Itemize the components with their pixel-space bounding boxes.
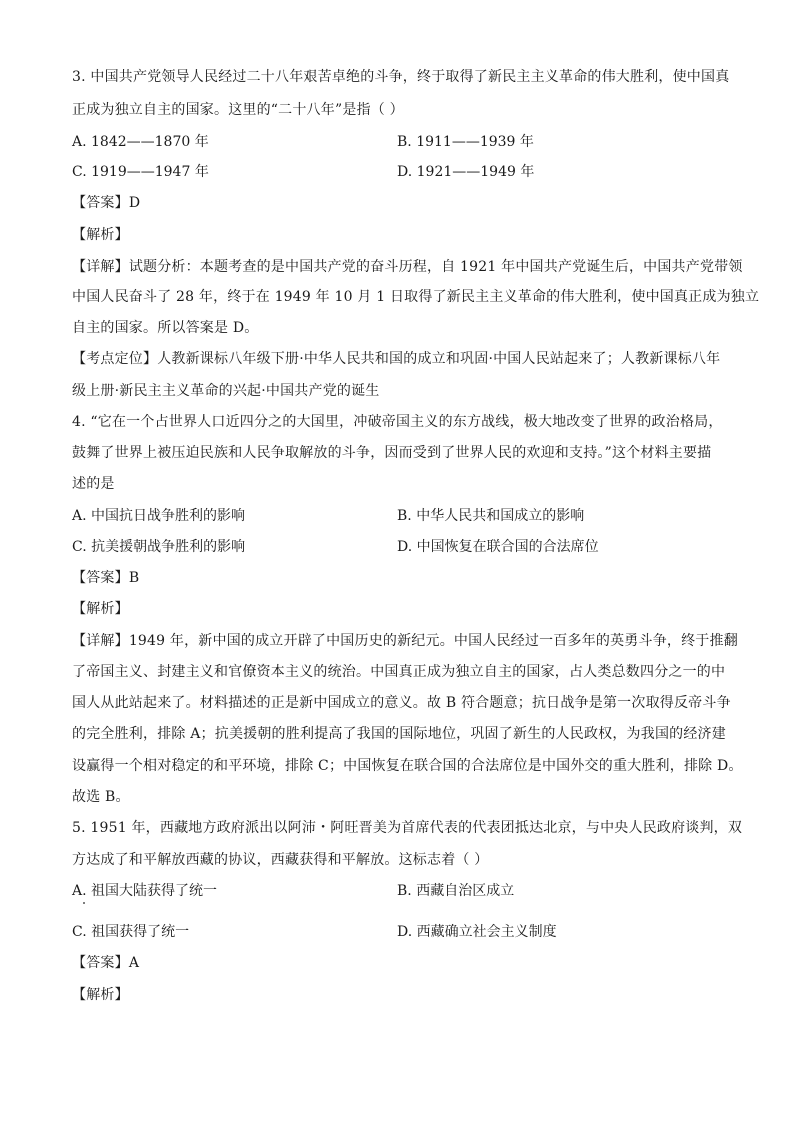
answer-tag: 【答案】 (72, 195, 129, 211)
q3-detail-line1 (72, 256, 743, 276)
q4-detail-line1 (72, 630, 738, 650)
q5-stem-line1: 5. 1951 年，西藏地方政府派出以阿沛・阿旺晋美为首席代表的代表团抵达北京，与中央人民政府谈判，双 (72, 820, 743, 836)
q4-answer (72, 567, 722, 587)
kaodian-text: 人教新课标八年级下册·中华人民共和国的成立和巩固·中国人民站起来了；人教新课标八年 (157, 351, 721, 367)
q4-analysis-tag: 【解析】 (72, 601, 129, 617)
q4-option-c: C. 抗美援朝战争胜利的影响 (72, 539, 246, 555)
q3-kaodian-line1 (72, 348, 722, 368)
detail-text: 试题分析：本题考查的是中国共产党的奋斗历程，自 1921 年中国共产党诞生后，中国共产党带领 (128, 259, 743, 275)
answer-value: D (128, 195, 141, 211)
kaodian-tag: 【考点定位】 (72, 351, 158, 367)
q5-analysis-tag: 【解析】 (72, 987, 129, 1003)
q3-option-c: C. 1919——1947 年 (72, 164, 209, 180)
q5-option-a: A. 祖国大陆获得了统一 (72, 883, 218, 899)
q4-detail-line6: 故选 B。 (72, 789, 130, 805)
q3-stem-line2: 正成为独立自主的国家。这里的“二十八年”是指（ ） (72, 102, 404, 118)
q4-stem-line1: 4. “它在一个占世界人口近四分之的大国里，冲破帝国主义的东方战线，极大地改变了世界的政治格局， (72, 414, 723, 430)
q4-option-d: D. 中国恢复在联合国的合法席位 (397, 539, 599, 555)
q4-detail-line3: 国人从此站起来了。材料描述的正是新中国成立的意义。故 B 符合题意；抗日战争是第一次取得反帝斗争 (72, 695, 731, 711)
q3-option-b: B. 1911——1939 年 (397, 134, 534, 150)
q4-detail-line4: 的完全胜利，排除 A；抗美援朝的胜利提高了我国的国际地位，巩固了新生的人民政权，为我国的经济建 (72, 726, 726, 742)
detail-tag: 【详解】 (72, 259, 129, 275)
q5-answer (72, 952, 722, 972)
q3-detail-line2: 中国人民奋斗了 28 年，终于在 1949 年 10 月 1 日取得了新民主主义革命的伟大胜利，使中国真正成为独立 (72, 289, 760, 305)
q5-option-c: C. 祖国获得了统一 (72, 924, 190, 940)
answer-value: A (128, 955, 140, 971)
answer-value: B (128, 570, 140, 586)
q3-option-d: D. 1921——1949 年 (397, 164, 535, 180)
detail-text: 1949 年，新中国的成立开辟了中国历史的新纪元。中国人民经过一百多年的英勇斗争，终于推翻 (128, 633, 738, 649)
q5-option-b: B. 西藏自治区成立 (397, 883, 515, 899)
answer-tag: 【答案】 (72, 955, 129, 971)
q3-answer (72, 192, 722, 212)
q4-option-b: B. 中华人民共和国成立的影响 (397, 508, 585, 524)
q5-stem-line2: 方达成了和平解放西藏的协议，西藏获得和平解放。这标志着（ ） (72, 852, 489, 868)
q3-analysis-tag: 【解析】 (72, 227, 129, 243)
q4-option-a: A. 中国抗日战争胜利的影响 (72, 508, 246, 524)
q4-detail-line2: 了帝国主义、封建主义和官僚资本主义的统治。中国真正成为独立自主的国家，占人类总数四分之一的中 (72, 664, 726, 680)
q3-option-a: A. 1842——1870 年 (72, 134, 209, 150)
detail-tag: 【详解】 (72, 633, 129, 649)
stray-dot (83, 902, 85, 904)
q3-stem-line1: 3. 中国共产党领导人民经过二十八年艰苦卓绝的斗争，终于取得了新民主主义革命的伟大胜利，使中国真 (72, 69, 730, 85)
q4-stem-line2: 鼓舞了世界上被压迫民族和人民争取解放的斗争，因而受到了世界人民的欢迎和支持。”这个材料主要描 (72, 445, 712, 461)
q3-kaodian-line2: 级上册·新民主主义革命的兴起·中国共产党的诞生 (72, 383, 380, 399)
q3-detail-line3: 自主的国家。所以答案是 D。 (72, 320, 259, 336)
q4-detail-line5: 设赢得一个相对稳定的和平环境，排除 C；中国恢复在联合国的合法席位是中国外交的重大胜利，排除 D。 (72, 758, 743, 774)
answer-tag: 【答案】 (72, 570, 129, 586)
q4-stem-line3: 述的是 (72, 476, 115, 492)
q5-option-d: D. 西藏确立社会主义制度 (397, 924, 557, 940)
